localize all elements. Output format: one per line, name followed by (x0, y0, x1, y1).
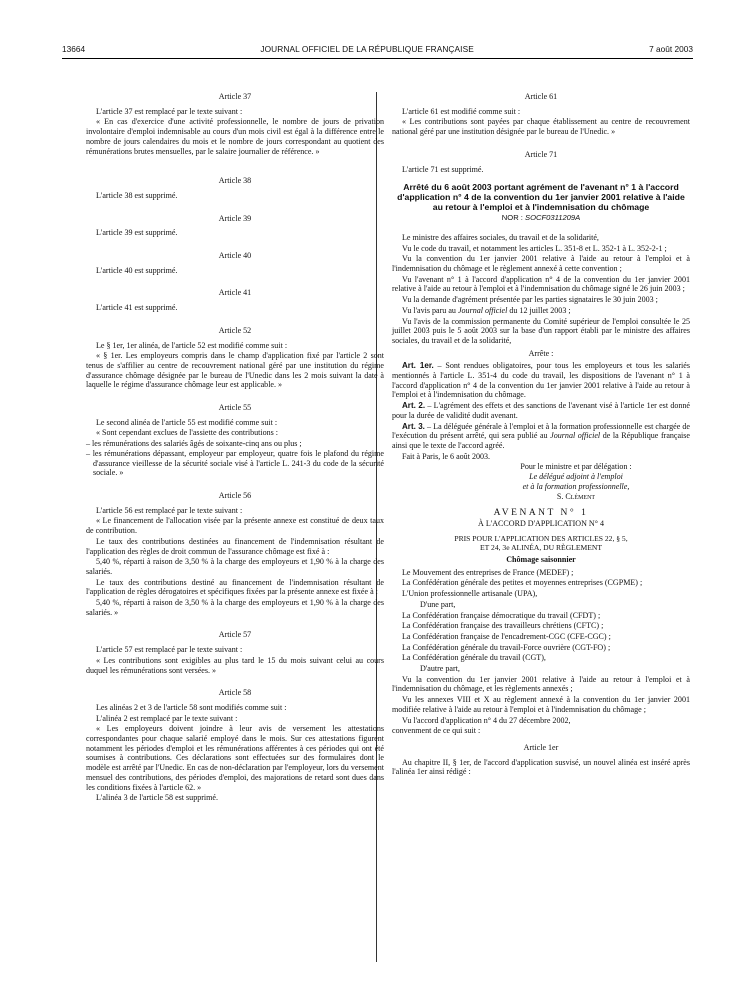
arrete-word: Arrête : (528, 348, 554, 358)
visa: Vu la convention du 1er janvier 2001 relative à l'aide au retour à l'emploi et à l'indemnisation du chômage et le règlement annexé à cette convention ; (392, 254, 690, 274)
nor-reference (392, 213, 690, 223)
article-38-title: Article 38 (218, 176, 252, 186)
visa: Vu les annexes VIII et X au règlement annexé à la convention du 1er janvier 2001 modifiée relative à l'aide au retour à l'emploi et à l'indemnisation du chômage ; (392, 695, 690, 714)
article-55-text: « Sont cependant exclues de l'assiette des contributions : (96, 428, 279, 438)
article-37-title: Article 37 (218, 92, 252, 101)
article-journal: Journal officiel (550, 431, 601, 441)
signatory: La Confédération générale du travail-Force ouvrière (CGT-FO) ; (402, 642, 611, 652)
article-61-title: Article 61 (524, 92, 558, 101)
pris-line: PRIS POUR L'APPLICATION DES ARTICLES 22, § 5, (454, 533, 628, 543)
article-text: de la République française ainsi que le texte de l'accord agréé. (392, 431, 690, 450)
article-label: Art. 2. (402, 401, 426, 411)
visa-text: du 12 juillet 2003 ; (507, 305, 571, 315)
article-41-title: Article 41 (218, 288, 252, 298)
article-56-text: 5,40 %, réparti à raison de 3,50 % à la charge des employeurs et 1,90 % à la charge des salariés. » (86, 598, 384, 617)
article-52-title: Article 52 (218, 325, 252, 335)
nor-label: NOR : (501, 213, 523, 223)
visa: Vu la demande d'agrément présentée par les parties signataires le 30 juin 2003 ; (402, 295, 658, 305)
right-column (392, 92, 690, 778)
article-57-text: « Les contributions sont exigibles au plus tard le 15 du mois suivant celui au cours duquel les rémunérations sont versées. » (86, 655, 384, 675)
accord-title: À L'ACCORD D'APPLICATION N° 4 (478, 518, 604, 528)
article-71-title: Article 71 (524, 149, 558, 159)
signatory: La Confédération générale des petites et moyennes entreprises (CGPME) ; (402, 578, 643, 588)
page-number: 13664 (62, 44, 86, 54)
page-header (62, 42, 693, 56)
article-label: Art. 1er. (402, 361, 434, 371)
journal-title: JOURNAL OFFICIEL DE LA RÉPUBLIQUE FRANÇAISE (260, 44, 474, 54)
list-item: – les rémunérations dépassant, employeur par employeur, quatre fois le plafond du régime d'assurance vieillesse de la sécurité sociale visé à l'article L. 241-3 du code de la sécurité sociale. » (86, 448, 384, 478)
article-58-title: Article 58 (218, 688, 252, 698)
nor-value: SOCF0311209A (525, 213, 581, 223)
article-56-text: Le taux des contributions destiné au financement de l'indemnisation résultant de l'application de règles dérogatoires et spécifiques fixées par la présente annexe est fixée à : (86, 577, 384, 597)
article-37-text: « En cas d'exercice d'une activité professionnelle, le nombre de jours de privation involontaire d'emploi indemnisable au cours d'un mois civil est égal à la différence entre le nombre de jours calendaires du mois et le nombre de jours correspondant au quotient des rémunérations brutes mensuelles, par le salaire journalier de référence. » (86, 117, 384, 156)
visa: Le ministre des affaires sociales, du travail et de la solidarité, (402, 232, 599, 242)
article-41-text: L'article 41 est supprimé. (96, 303, 178, 313)
visa: Vu l'avis de la commission permanente du Comité supérieur de l'emploi consultée le 25 juillet 2003 puis le 5 août 2003 sur la base d'un rapport établi par le ministre des affaires sociales, du travail et de la solidarité, (392, 316, 690, 345)
article-61-intro: L'article 61 est modifié comme suit : (402, 106, 521, 116)
article-58-intro: Les alinéas 2 et 3 de l'article 58 sont modifiés comme suit : (96, 702, 287, 712)
article-38-text: L'article 38 est supprimé. (96, 190, 178, 200)
article-56-text: Le taux des contributions destinées au financement de l'indemnisation résultant de l'application des règles de droit commun de l'assurance chômage est fixé à : (86, 536, 384, 556)
article-52-text: « § 1er. Les employeurs compris dans le champ d'application fixé par l'article 2 sont tenus de s'affilier au centre de recouvrement national géré par une institution du régime d'assurance chômage désignée par le bureau de l'Unedic dans les 2 mois suivant la date à laquelle le régime d'assurance chômage leur est applicable. » (86, 351, 384, 390)
list-item: – les rémunérations des salariés âgés de soixante-cinq ans ou plus ; (86, 439, 302, 449)
agreement-intro: convenment de ce qui suit : (392, 726, 481, 736)
header-rule (62, 58, 693, 59)
article-56-text: 5,40 %, réparti à raison de 3,50 % à la charge des employeurs et 1,90 % à la charge des salariés. (86, 557, 384, 576)
signatory: La Confédération française de l'encadrement-CGC (CFE-CGC) ; (402, 631, 611, 641)
avenant-title: AVENANT N° 1 (493, 508, 589, 519)
article-37-intro: L'article 37 est remplacé par le texte suivant : (96, 106, 243, 116)
article-55-list (86, 439, 384, 478)
article-56-text: « Le financement de l'allocation visée par la présente annexe est constitué de deux taux de contribution. (86, 516, 384, 536)
arrete-title: Arrêté du 6 août 2003 portant agrément de l'avenant n° 1 à l'accord d'application n° 4 de la convention du 1er janvier 2001 relative à l'aide au retour à l'emploi et à l'indemnisation du chômage (397, 182, 685, 213)
signature-block (462, 462, 690, 501)
signature-line: Pour le ministre et par délégation : (520, 462, 632, 472)
article-58-text: L'alinéa 2 est remplacé par le texte suivant : (96, 713, 238, 723)
article-57-title: Article 57 (218, 630, 252, 640)
signatory: La Confédération générale du travail (CGT), (402, 653, 546, 663)
article-label: Art. 3. (402, 421, 425, 431)
article-52-intro: Le § 1er, 1er alinéa, de l'article 52 est modifié comme suit : (96, 340, 288, 350)
visa-text: Vu l'avis paru au (402, 305, 458, 315)
article-40-title: Article 40 (218, 251, 252, 261)
signatory: Le Mouvement des entreprises de France (MEDEF) ; (402, 567, 574, 577)
visa: Vu la convention du 1er janvier 2001 relative à l'aide au retour à l'emploi et à l'indemnisation du chômage, et les règlements annexés ; (392, 674, 690, 694)
section-heading: Chômage saisonnier (506, 555, 576, 565)
article-3-decision (392, 422, 690, 451)
article-text: – L'agrément des effets et des sanctions de l'avenant visé à l'article 1er est donné pour la durée de validité dudit avenant. (392, 401, 690, 420)
article-58-text: « Les employeurs doivent joindre à leur avis de versement les attestations correspondantes pour chaque salarié employé dans le mois. Sur ces attestations figurent notamment les périodes d'emploi et les rémunérations afférentes à ces périodes qui ont été soumises à contributions. Ces déclarations sont effectuées sur des formulaires dont le modèle est arrêté par l'Unedic. En cas de non-déclaration par l'employeur, lors du versement mensuel des contributions, des périodes d'emploi, des majorations de retard sont dues dans les conditions fixées à l'article 62. » (86, 724, 384, 792)
article-1-decision (392, 361, 690, 400)
avenant-article-1-text: Au chapitre II, § 1er, de l'accord d'application susvisé, un nouvel alinéa est inséré après l'alinéa 1er ainsi rédigé : (392, 757, 690, 777)
article-text: – Sont rendues obligatoires, pour tous les employeurs et tous les salariés mentionnés à l'article L. 351-4 du code du travail, les dispositions de l'avenant n° 1 à l'accord d'application n° 4 de la convention du 1er janvier 2001 relative à l'aide au retour à l'emploi et à l'indemnisation du chômage. (392, 361, 690, 400)
article-56-intro: L'article 56 est remplacé par le texte suivant : (96, 505, 243, 515)
article-39-text: L'article 39 est supprimé. (96, 228, 178, 238)
visa: Vu l'avenant n° 1 à l'accord d'application n° 4 de la convention du 1er janvier 2001 relative à l'aide au retour à l'emploi et à l'indemnisation du chômage signé le 26 juin 2003 ; (392, 274, 690, 294)
party-label: D'autre part, (420, 664, 460, 674)
article-61-text: « Les contributions sont payées par chaque établissement au centre de recouvrement national géré par une institution désignée par le bureau de l'Unedic. » (392, 117, 690, 137)
party-label: D'une part, (420, 599, 456, 609)
article-40-text: L'article 40 est supprimé. (96, 265, 178, 275)
signature-line: Le délégué adjoint à l'emploi (529, 472, 623, 482)
visa-journal: Journal officiel (457, 305, 508, 315)
article-57-intro: L'article 57 est remplacé par le texte suivant : (96, 645, 243, 655)
article-text: – La déléguée générale à l'emploi et à la formation professionnelle est chargée de l'exécution du présent arrêté, qui sera publié au (392, 421, 690, 441)
left-column (86, 92, 384, 804)
article-55-intro: Le second alinéa de l'article 55 est modifié comme suit : (96, 417, 278, 427)
signatory: La Confédération française des travailleurs chrétiens (CFTC) ; (402, 621, 604, 631)
signatory: L'Union professionnelle artisanale (UPA), (402, 589, 538, 599)
avenant-article-1-title: Article 1er (523, 742, 559, 752)
article-58-text: L'alinéa 3 de l'article 58 est supprimé. (96, 793, 218, 803)
fait-a-paris: Fait à Paris, le 6 août 2003. (402, 451, 491, 461)
article-71-text: L'article 71 est supprimé. (402, 164, 484, 174)
signature-line: et à la formation professionnelle, (522, 481, 630, 491)
visa: Vu l'accord d'application n° 4 du 27 décembre 2002, (402, 715, 571, 725)
article-2-decision (392, 401, 690, 420)
article-39-title: Article 39 (218, 213, 252, 223)
signatory: La Confédération française démocratique du travail (CFDT) ; (402, 610, 601, 620)
visa (392, 306, 690, 316)
article-55-title: Article 55 (218, 403, 252, 413)
issue-date: 7 août 2003 (649, 44, 693, 54)
pris-line: ET 24, 3e ALINÉA, DU RÈGLEMENT (480, 543, 602, 553)
article-56-title: Article 56 (218, 490, 252, 500)
visa: Vu le code du travail, et notamment les articles L. 351-8 et L. 352-1 à L. 352-2-1 ; (402, 243, 667, 253)
signatory-name: S. Clément (556, 491, 596, 501)
